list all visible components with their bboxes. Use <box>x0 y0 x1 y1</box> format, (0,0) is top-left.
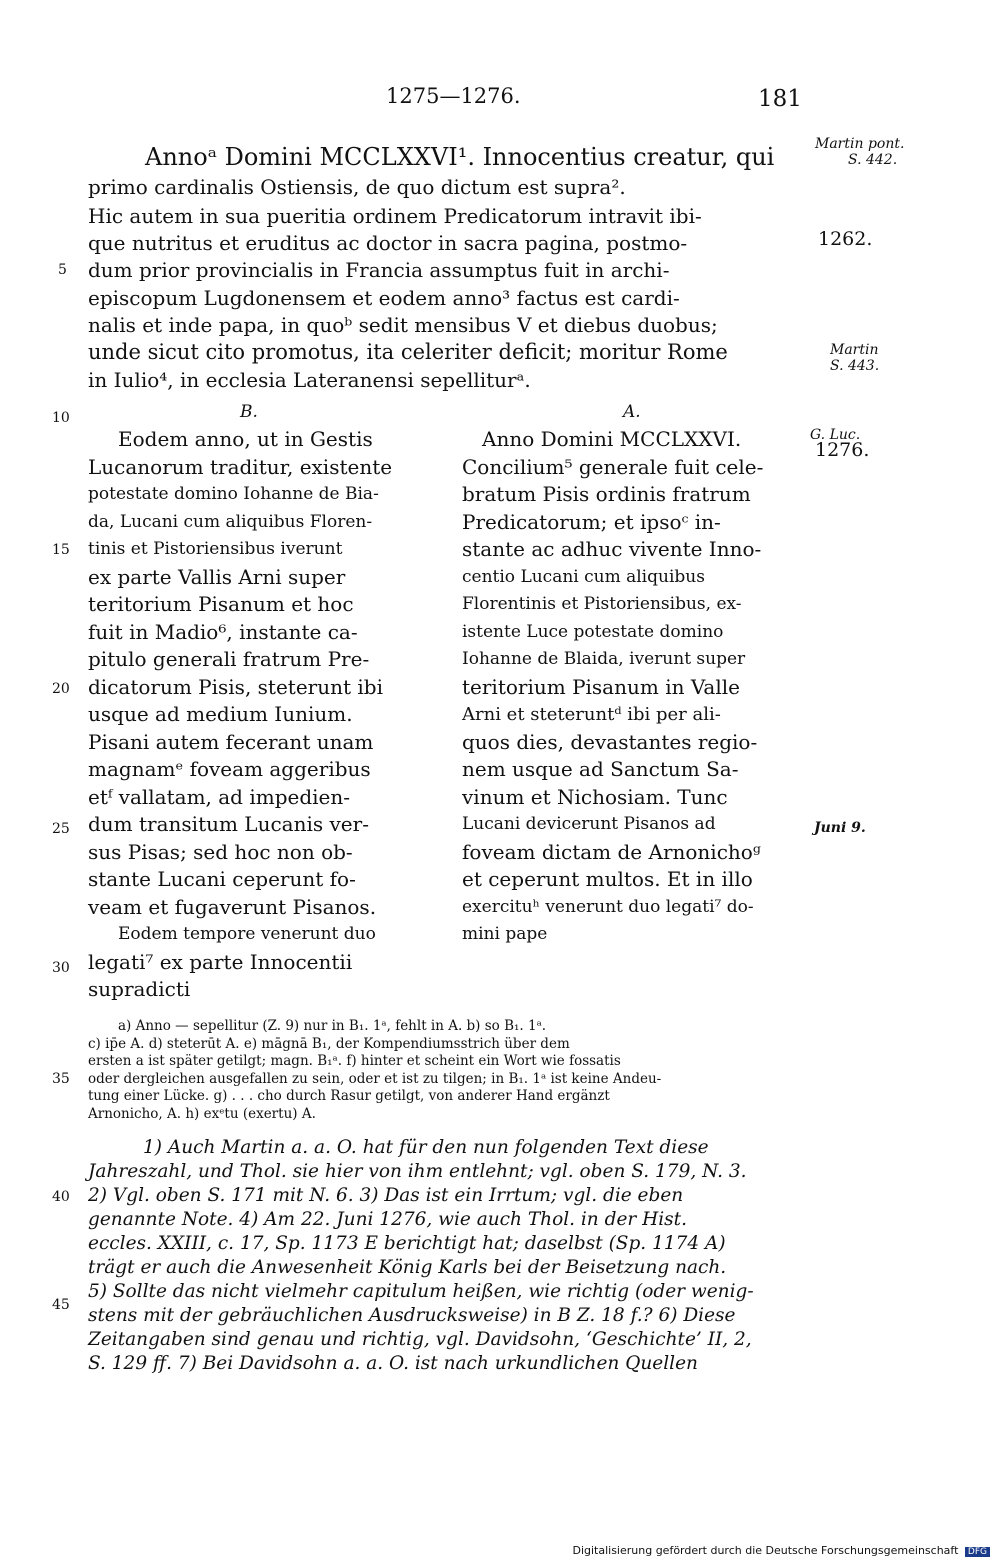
column-b-line: usque ad medium Iunium. <box>88 702 353 726</box>
line-number: 30 <box>52 960 70 976</box>
apparatus-line: tung einer Lücke. g) . . . cho durch Rasur getilgt, von anderer Hand ergänzt <box>88 1088 610 1104</box>
margin-note-martin-pont: Martin pont. <box>815 136 905 152</box>
main-line: dum prior provincialis in Francia assumptus fuit in archi- <box>88 258 670 282</box>
margin-note-gluc: G. Luc. <box>810 427 861 443</box>
footnote-line: eccles. XXIII, c. 17, Sp. 1173 E berichtigt hat; daselbst (Sp. 1174 A) <box>88 1233 726 1254</box>
margin-note-s442: S. 442. <box>848 152 898 168</box>
margin-note-1276: 1276. <box>815 439 870 461</box>
main-line: unde sicut cito promotus, ita celeriter deficit; moritur Rome <box>88 340 728 364</box>
column-b-line: etᶠ vallatam, ad impedien- <box>88 784 351 809</box>
column-b-line: dum transitum Lucanis ver- <box>88 812 369 836</box>
column-b-line: magnamᵉ foveam aggeribus <box>88 757 371 781</box>
column-b-line: potestate domino Iohanne de Bia- <box>88 484 379 504</box>
column-b-line: da, Lucani cum aliquibus Floren- <box>88 511 373 532</box>
digitization-footer <box>572 1544 990 1557</box>
column-a-line: Iohanne de Blaida, iverunt super <box>462 649 746 669</box>
main-line: Hic autem in sua pueritia ordinem Predicatorum intravit ibi- <box>88 204 702 228</box>
line-number: 15 <box>52 542 70 558</box>
column-a-line: foveam dictam de Arnonichoᵍ <box>462 839 761 864</box>
margin-note-s443: S. 443. <box>830 358 880 374</box>
footnote-line: trägt er auch die Anwesenheit König Karls bei der Beisetzung nach. <box>88 1257 727 1278</box>
margin-note-martin: Martin <box>830 342 879 358</box>
column-b-line: ex parte Vallis Arni super <box>88 564 346 589</box>
column-a-line: mini pape <box>462 924 548 944</box>
line-number: 40 <box>52 1189 70 1205</box>
column-a-line: stante ac adhuc vivente Inno- <box>462 537 762 561</box>
column-a-line: Arni et steteruntᵈ ibi per ali- <box>462 704 721 725</box>
column-b-line: Lucanorum traditur, existente <box>88 454 393 479</box>
footnote-line: Jahreszahl, und Thol. sie hier von ihm entlehnt; vgl. oben S. 179, N. 3. <box>88 1161 747 1182</box>
footnote-line: Zeitangaben sind genau und richtig, vgl. Davidsohn, ‘Geschichte’ II, 2, <box>88 1329 752 1350</box>
column-b-line: dicatorum Pisis, steterunt ibi <box>88 674 383 699</box>
column-b-line: Pisani autem fecerant unam <box>88 729 374 754</box>
main-line: Annoᵃ Domini MCCLXXVI¹. Innocentius creatur, qui <box>145 143 775 171</box>
column-a-line: teritorium Pisanum in Valle <box>462 674 740 699</box>
footer-text: Digitalisierung gefördert durch die Deutsche Forschungsgemeinschaft <box>572 1544 959 1557</box>
column-a-line: centio Lucani cum aliquibus <box>462 566 705 587</box>
column-b-line: fuit in Madio⁶, instante ca- <box>88 619 358 644</box>
column-a-line: Florentinis et Pistoriensibus, ex- <box>462 594 742 614</box>
footnote-line: stens mit der gebräuchlichen Ausdrucksweise) in B Z. 18 f.? 6) Diese <box>88 1305 736 1326</box>
main-line: primo cardinalis Ostiensis, de quo dictum est supra². <box>88 175 626 199</box>
column-b-line: sus Pisas; sed hoc non ob- <box>88 839 353 864</box>
column-b-line: legati⁷ ex parte Innocentii <box>88 949 353 974</box>
footnote-line: 2) Vgl. oben S. 171 mit N. 6. 3) Das ist ein Irrtum; vgl. die eben <box>88 1185 684 1206</box>
apparatus-line: ersten a ist später getilgt; magn. B₁ᵃ. f) hinter et scheint ein Wort wie fossatis <box>88 1053 621 1069</box>
apparatus-line: oder dergleichen ausgefallen zu sein, oder et ist zu tilgen; in B₁. 1ᵃ ist keine Andeu- <box>88 1070 662 1087</box>
column-a-line: Lucani devicerunt Pisanos ad <box>462 814 716 834</box>
margin-note-juni9: Juni 9. <box>814 820 866 836</box>
footnote-line: 5) Sollte das nicht vielmehr capitulum heißen, wie richtig (oder wenig- <box>88 1281 754 1302</box>
main-line: episcopum Lugdonensem et eodem anno³ factus est cardi- <box>88 286 680 310</box>
line-number: 10 <box>52 410 70 426</box>
column-a-line: et ceperunt multos. Et in illo <box>462 867 753 891</box>
column-a-line: nem usque ad Sanctum Sa- <box>462 757 739 781</box>
column-b-line: stante Lucani ceperunt fo- <box>88 867 356 891</box>
column-a <box>462 426 763 949</box>
page-number: 181 <box>758 86 802 112</box>
margin-note-1262: 1262. <box>818 228 873 250</box>
line-number: 35 <box>52 1071 70 1087</box>
column-a-line: Concilium⁵ generale fuit cele- <box>462 454 764 479</box>
column-b <box>88 426 392 1004</box>
column-a-line: Predicatorum; et ipsoᶜ in- <box>462 509 721 534</box>
column-a-line: bratum Pisis ordinis fratrum <box>462 482 751 506</box>
column-a-line: istente Luce potestate domino <box>462 621 724 642</box>
column-b-line: teritorium Pisanum et hoc <box>88 592 354 616</box>
footnote-line: 1) Auch Martin a. a. O. hat für den nun folgenden Text diese <box>143 1137 709 1158</box>
line-number: 25 <box>52 821 70 837</box>
footnotes <box>88 1136 754 1376</box>
column-b-line: veam et fugaverunt Pisanos. <box>88 894 377 919</box>
apparatus-line: Arnonicho, A. h) exᵉtu (exertu) A. <box>88 1105 316 1122</box>
main-line: nalis et inde papa, in quoᵇ sedit mensibus V et diebus duobus; <box>88 313 718 337</box>
footnote-line: genannte Note. 4) Am 22. Juni 1276, wie auch Thol. in der Hist. <box>88 1209 687 1230</box>
line-number: 20 <box>52 681 70 697</box>
line-number: 5 <box>58 262 67 278</box>
footnote-line: S. 129 ff. 7) Bei Davidsohn a. a. O. ist nach urkundlichen Quellen <box>88 1353 698 1374</box>
apparatus-line: c) ip̄e A. d) steterūt A. e) māgnā B₁, der Kompendiumsstrich über dem <box>88 1035 570 1052</box>
column-a-line: exercituʰ venerunt duo legati⁷ do- <box>462 896 754 917</box>
apparatus-line: a) Anno — sepellitur (Z. 9) nur in B₁. 1ᵃ, fehlt in A. b) so B₁. 1ᵃ. <box>118 1018 547 1034</box>
main-line: in Iulio⁴, in ecclesia Lateranensi sepelliturᵃ. <box>88 368 531 392</box>
column-b-heading: B. <box>240 402 258 422</box>
column-a-line: quos dies, devastantes regio- <box>462 729 758 754</box>
column-b-line: supradicti <box>88 977 191 1001</box>
running-header-years: 1275—1276. <box>386 84 521 108</box>
critical-apparatus <box>88 1018 661 1123</box>
main-line: que nutritus et eruditus ac doctor in sacra pagina, postmo- <box>88 231 688 255</box>
column-b-line: Eodem tempore venerunt duo <box>118 924 376 944</box>
column-a-line: Anno Domini MCCLXXVI. <box>482 427 742 451</box>
dfg-logo: DFG <box>965 1547 990 1557</box>
column-b-line: pitulo generali fratrum Pre- <box>88 647 370 671</box>
line-number: 45 <box>52 1297 70 1313</box>
column-b-line: Eodem anno, ut in Gestis <box>118 427 373 451</box>
column-a-heading: A. <box>623 402 641 422</box>
column-a-line: vinum et Nichosiam. Tunc <box>462 784 728 809</box>
column-b-line: tinis et Pistoriensibus iverunt <box>88 539 343 559</box>
